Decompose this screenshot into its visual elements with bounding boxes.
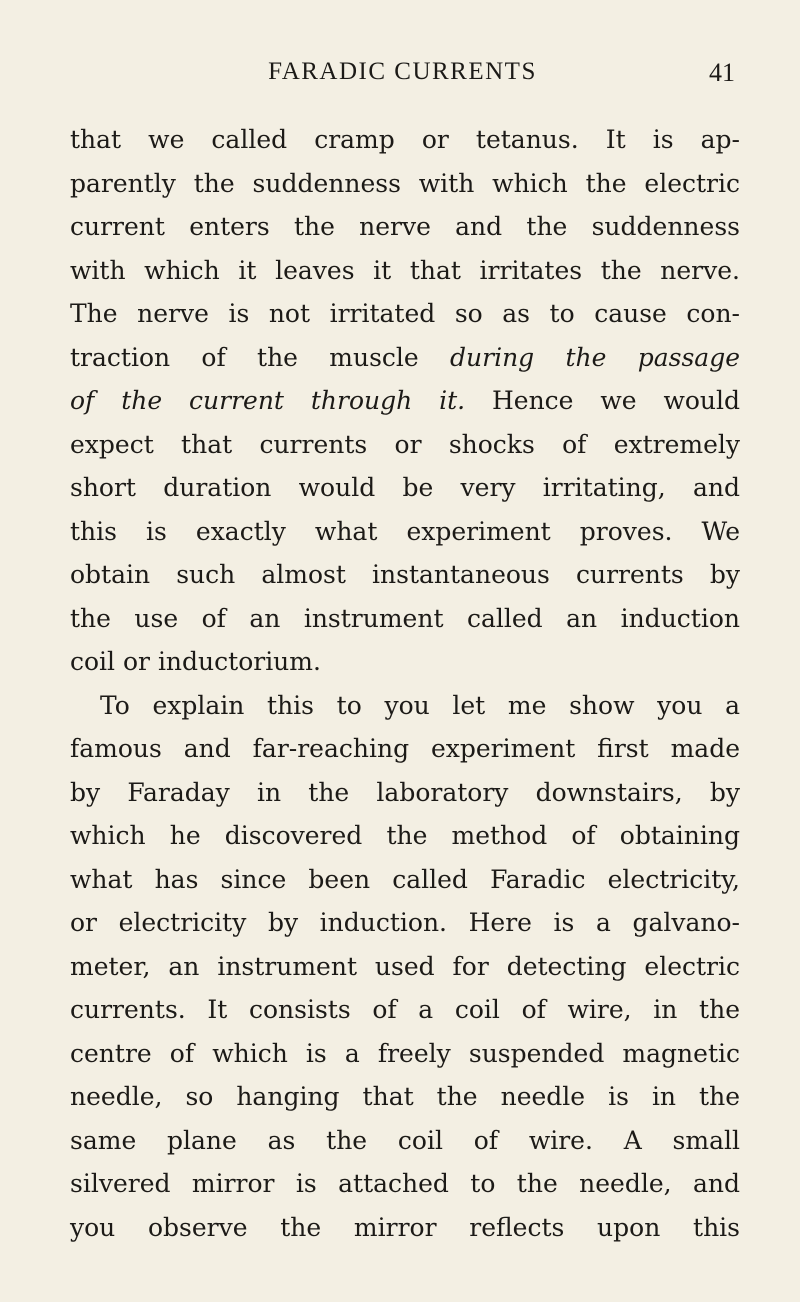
text-segment: this is exactly what experiment proves. We xyxy=(70,516,740,546)
text-line xyxy=(70,336,740,380)
text-segment: To explain this to you let me show you a xyxy=(100,690,740,720)
text-line xyxy=(70,597,740,641)
page-number: 41 xyxy=(709,58,735,87)
text-segment: you observe the mirror reflects upon this xyxy=(70,1212,740,1242)
text-line xyxy=(70,1162,740,1206)
text-line xyxy=(70,162,740,206)
text-segment: needle, so hanging that the needle is in the xyxy=(70,1082,740,1111)
text-line xyxy=(70,858,740,902)
text-segment: that we called cramp or tetanus. It is ap- xyxy=(70,125,740,154)
text-line xyxy=(70,771,740,815)
text-segment: which he discovered the method of obtaining xyxy=(70,821,740,850)
text-line xyxy=(70,814,740,858)
text-segment: Hence we would xyxy=(465,386,740,415)
text-segment: current enters the nerve and the suddenness xyxy=(70,212,740,241)
running-title: FARADIC CURRENTS xyxy=(268,58,537,85)
body-text xyxy=(70,118,740,1249)
text-line xyxy=(70,249,740,293)
text-line xyxy=(70,640,740,684)
text-segment: currents. It consists of a coil of wire, in the xyxy=(70,995,740,1024)
text-segment: coil or inductorium. xyxy=(70,647,321,676)
text-segment: with which it leaves it that irritates the nerve. xyxy=(70,255,740,285)
running-head xyxy=(70,58,735,92)
text-segment: same plane as the coil of wire. A small xyxy=(70,1125,740,1155)
text-line xyxy=(70,684,740,728)
text-line xyxy=(70,727,740,771)
text-segment: parently the suddenness with which the electric xyxy=(70,168,740,198)
text-segment: what has since been called Faradic electricity, xyxy=(70,864,740,894)
text-line xyxy=(70,553,740,597)
text-segment: silvered mirror is attached to the needle, and xyxy=(70,1169,740,1198)
text-line xyxy=(70,901,740,945)
text-segment: the use of an instrument called an induction xyxy=(70,603,740,633)
text-line xyxy=(70,510,740,554)
text-segment: The nerve is not irritated so as to cause con- xyxy=(70,299,740,328)
text-segment: expect that currents or shocks of extremely xyxy=(70,429,740,459)
text-line xyxy=(70,423,740,467)
italic-text: of the current through it. xyxy=(70,386,466,415)
text-line xyxy=(70,379,740,423)
text-segment: obtain such almost instantaneous currents by xyxy=(70,560,740,589)
text-line xyxy=(70,205,740,249)
text-line xyxy=(70,1075,740,1119)
text-segment: centre of which is a freely suspended magnetic xyxy=(70,1038,740,1068)
text-segment: meter, an instrument used for detecting electric xyxy=(70,951,740,981)
text-line xyxy=(70,945,740,989)
text-line xyxy=(70,466,740,510)
text-segment: by Faraday in the laboratory downstairs, by xyxy=(70,777,740,807)
text-segment: short duration would be very irritating, and xyxy=(70,473,740,502)
text-segment: traction of the muscle xyxy=(70,342,451,372)
text-line xyxy=(70,988,740,1032)
text-line xyxy=(70,292,740,336)
text-segment: famous and far-reaching experiment first made xyxy=(70,734,740,763)
text-line xyxy=(70,1032,740,1076)
text-line xyxy=(70,118,740,162)
italic-text: during the passage xyxy=(450,342,741,372)
text-line xyxy=(70,1119,740,1163)
text-line xyxy=(70,1206,740,1250)
text-segment: or electricity by induction. Here is a galvano- xyxy=(70,908,740,937)
